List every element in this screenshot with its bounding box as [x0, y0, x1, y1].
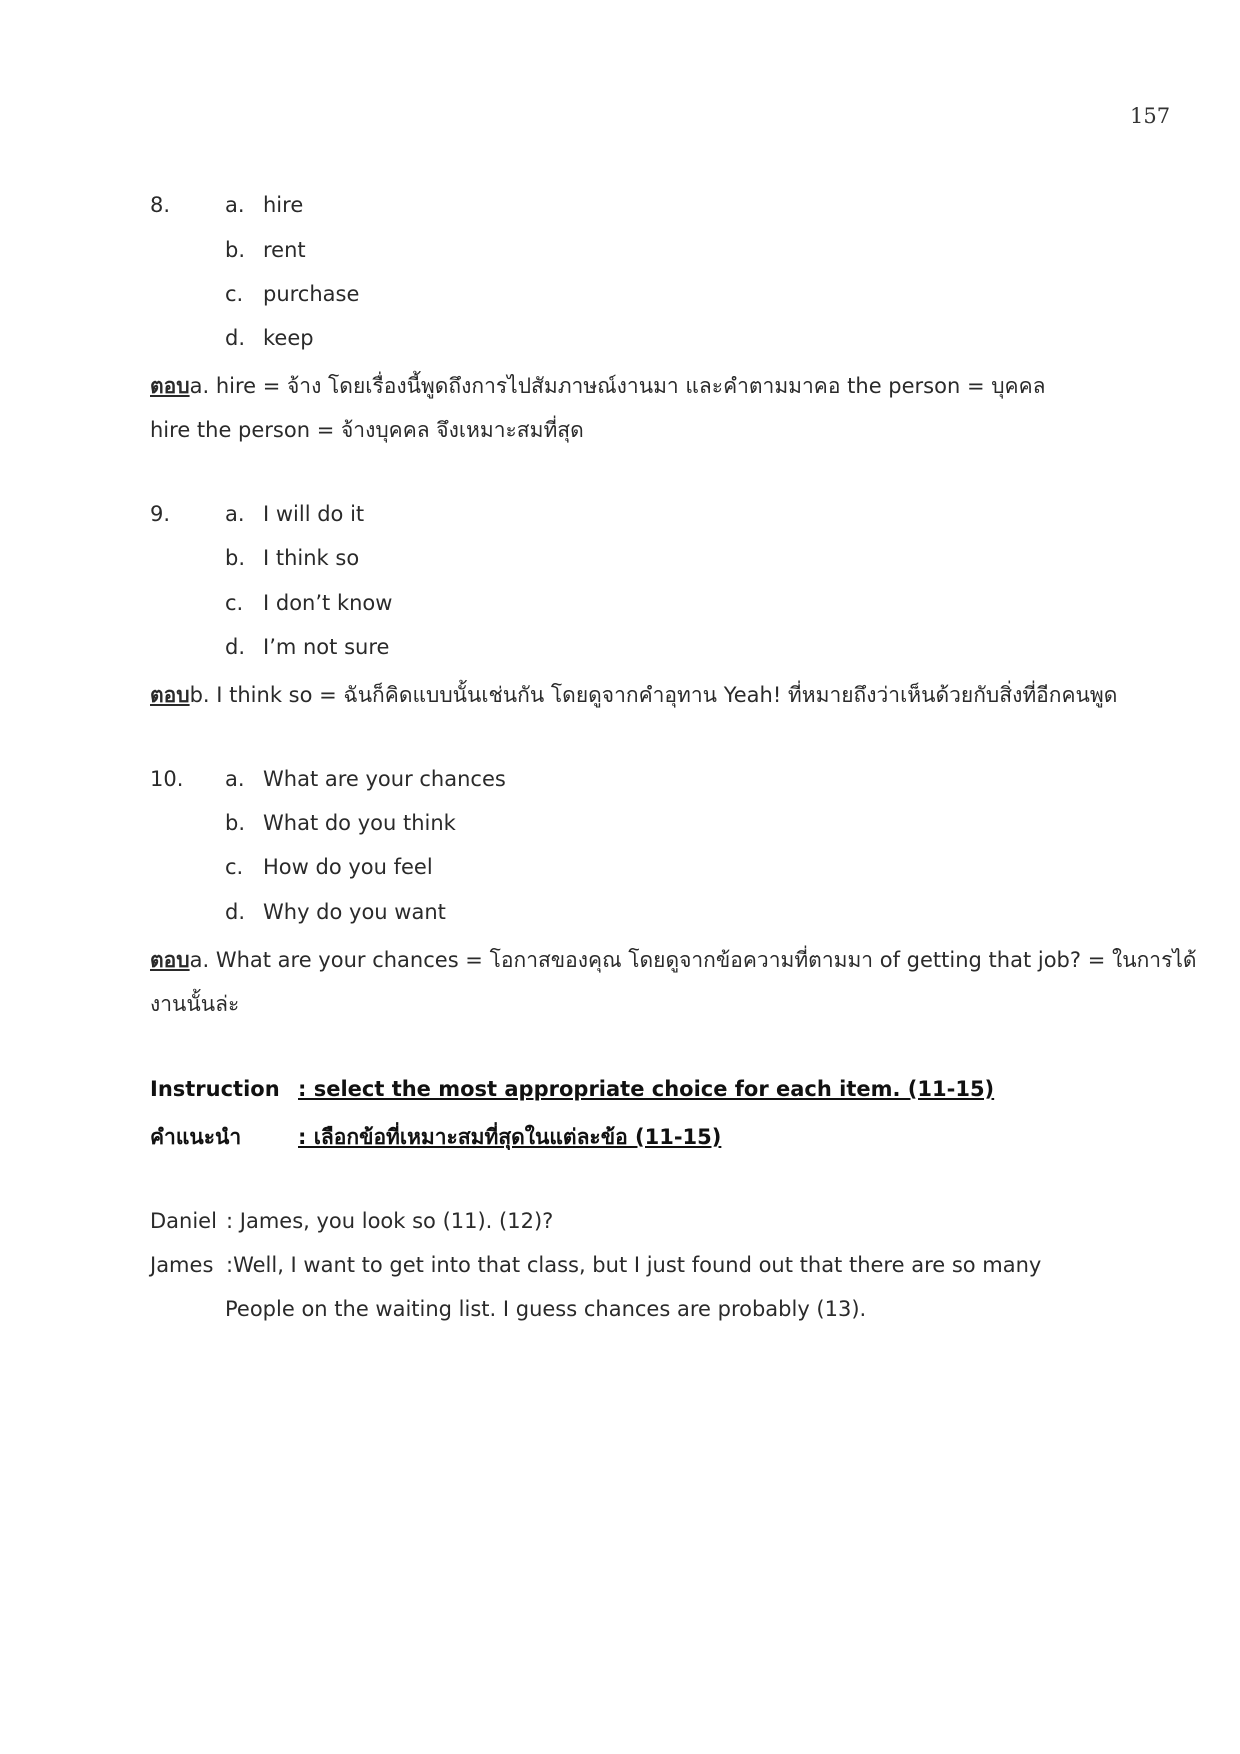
option-letter: a. [225, 767, 245, 791]
answer-explanation [150, 370, 1046, 403]
question-number: 9. [150, 502, 171, 526]
instruction-text: : select the most appropriate choice for each item. (11-15) [298, 1077, 995, 1101]
option-text: How do you feel [263, 855, 433, 879]
dialogue-line [150, 1209, 553, 1233]
instruction-thai [150, 1121, 721, 1154]
speaker-name: James [150, 1253, 214, 1277]
instruction-english [150, 1077, 994, 1101]
instruction-label: คำแนะนำ [150, 1125, 242, 1149]
answer-explanation [150, 679, 1117, 712]
option-text: I don’t know [263, 591, 393, 615]
option-text: I think so [263, 546, 360, 570]
option-text: rent [263, 238, 306, 262]
option-text: Why do you want [263, 900, 446, 924]
option-text: I will do it [263, 502, 365, 526]
dialogue-text: :Well, I want to get into that class, but I just found out that there are so many [226, 1253, 1042, 1277]
option-letter: b. [225, 238, 246, 262]
option-letter: d. [225, 635, 246, 659]
option-text: hire [263, 193, 304, 217]
option-letter: b. [225, 811, 246, 835]
option-text: purchase [263, 282, 360, 306]
option-text: keep [263, 326, 314, 350]
instruction-text: : เลือกข้อที่เหมาะสมที่สุดในแต่ละข้อ (11-15) [298, 1125, 722, 1149]
option-letter: c. [225, 855, 244, 879]
option-letter: d. [225, 326, 246, 350]
dialogue-line [150, 1253, 1041, 1277]
option-letter: c. [225, 282, 244, 306]
question-number: 8. [150, 193, 171, 217]
option-letter: c. [225, 591, 244, 615]
option-letter: d. [225, 900, 246, 924]
page-number: 157 [1130, 104, 1171, 128]
option-text: What do you think [263, 811, 456, 835]
option-letter: a. [225, 502, 245, 526]
answer-text: a. What are your chances = โอกาสของคุณ โดยดูจากข้อความที่ตามมา of getting that job? = ในการได้ [189, 948, 1197, 972]
answer-explanation [150, 944, 1197, 977]
option-letter: a. [225, 193, 245, 217]
option-letter: b. [225, 546, 246, 570]
answer-label: ตอบ [150, 683, 190, 707]
answer-text: b. I think so = ฉันก็คิดแบบนั้นเช่นกัน โดยดูจากคำอุทาน Yeah! ที่หมายถึงว่าเห็นด้วยกับสิ่งที่อีกคนพูด [189, 683, 1118, 707]
answer-label: ตอบ [150, 374, 190, 398]
instruction-label: Instruction [150, 1077, 280, 1101]
dialogue-text: : James, you look so (11). (12)? [226, 1209, 554, 1233]
answer-label: ตอบ [150, 948, 190, 972]
answer-text-continued: งานนั้นล่ะ [150, 992, 240, 1016]
option-text: What are your chances [263, 767, 506, 791]
answer-text-continued: hire the person = จ้างบุคคล จึงเหมาะสมที่สุด [150, 418, 584, 442]
speaker-name: Daniel [150, 1209, 217, 1233]
answer-text: a. hire = จ้าง โดยเรื่องนี้พูดถึงการไปสัมภาษณ์งานมา และคำตามมาคอ the person = บุคคล [189, 374, 1046, 398]
option-text: I’m not sure [263, 635, 390, 659]
dialogue-continuation: People on the waiting list. I guess chances are probably (13). [225, 1297, 867, 1321]
question-number: 10. [150, 767, 184, 791]
